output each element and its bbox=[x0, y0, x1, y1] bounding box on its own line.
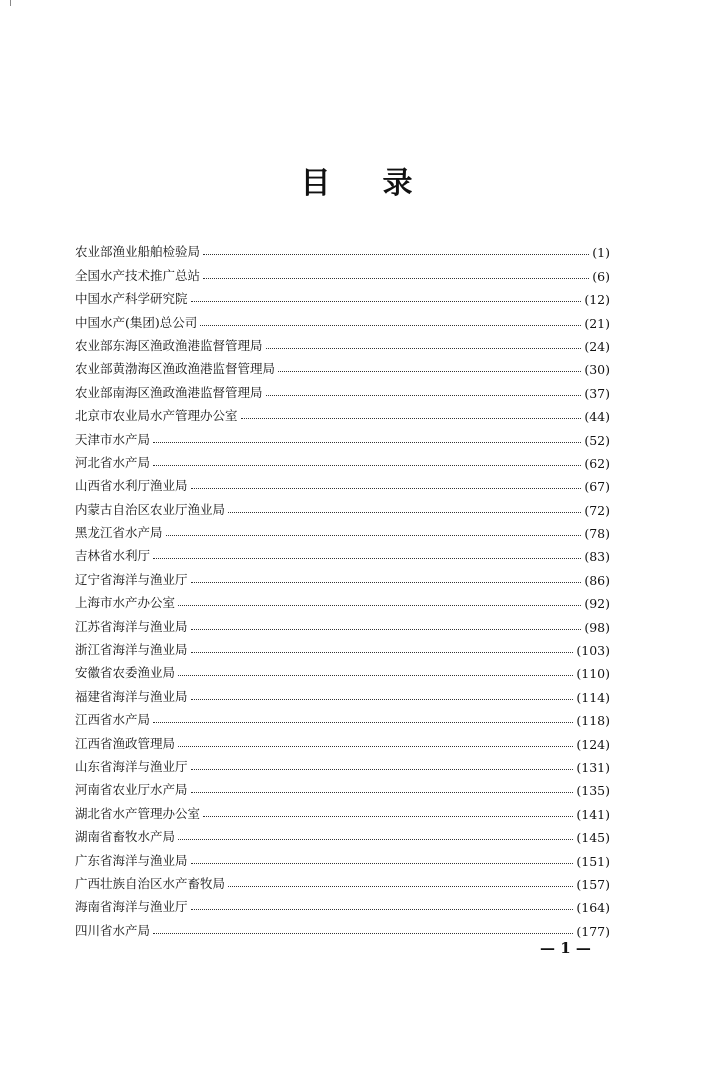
toc-entry-label: 天津市水产局 bbox=[75, 431, 151, 447]
toc-entry-label: 江西省渔政管理局 bbox=[75, 735, 176, 751]
toc-entry bbox=[75, 705, 610, 728]
toc-leader-dots bbox=[153, 441, 581, 443]
toc-entry-page: (131) bbox=[576, 759, 610, 775]
toc-entry-page: (6) bbox=[592, 268, 610, 284]
toc-leader-dots bbox=[278, 370, 581, 372]
toc-entry-label: 四川省水产局 bbox=[75, 922, 151, 938]
toc-entry-page: (12) bbox=[584, 292, 610, 308]
toc-leader-dots bbox=[203, 815, 573, 817]
toc-leader-dots bbox=[203, 253, 589, 255]
toc-entry bbox=[75, 892, 610, 915]
toc-leader-dots bbox=[153, 932, 573, 934]
toc-entry-page: (141) bbox=[576, 806, 610, 822]
toc-leader-dots bbox=[191, 581, 582, 583]
toc-entry bbox=[75, 448, 610, 471]
toc-entry-label: 湖南省畜牧水产局 bbox=[75, 829, 176, 845]
toc-entry-page: (78) bbox=[584, 526, 610, 542]
toc-entry-label: 内蒙古自治区农业厅渔业局 bbox=[75, 501, 226, 517]
toc-entry-label: 农业部黄渤海区渔政渔港监督管理局 bbox=[75, 361, 276, 377]
toc-entry-page: (52) bbox=[584, 432, 610, 448]
toc-entry-label: 中国水产科学研究院 bbox=[75, 291, 188, 307]
toc-entry-label: 广西壮族自治区水产畜牧局 bbox=[75, 875, 226, 891]
toc-leader-dots bbox=[178, 604, 581, 606]
toc-entry-label: 吉林省水利厅 bbox=[75, 548, 151, 564]
toc-entry-page: (177) bbox=[576, 923, 610, 939]
toc-entry-label: 辽宁省海洋与渔业厅 bbox=[75, 571, 188, 587]
toc-entry-label: 山西省水利厅渔业局 bbox=[75, 478, 188, 494]
toc-entry-page: (62) bbox=[584, 455, 610, 471]
toc-entry-page: (124) bbox=[576, 736, 610, 752]
title-char-1: 目 bbox=[300, 166, 331, 201]
toc-entry bbox=[75, 307, 610, 330]
toc-entry bbox=[75, 331, 610, 354]
toc-entry bbox=[75, 681, 610, 704]
toc-entry-page: (145) bbox=[576, 830, 610, 846]
toc-leader-dots bbox=[153, 464, 581, 466]
toc-entry bbox=[75, 588, 610, 611]
toc-entry-label: 上海市水产办公室 bbox=[75, 595, 176, 611]
toc-entry bbox=[75, 752, 610, 775]
toc-entry-label: 安徽省农委渔业局 bbox=[75, 665, 176, 681]
toc-leader-dots bbox=[228, 511, 581, 513]
toc-entry-page: (21) bbox=[584, 315, 610, 331]
toc-leader-dots bbox=[178, 674, 573, 676]
toc-leader-dots bbox=[191, 908, 574, 910]
toc-entry-page: (114) bbox=[576, 689, 610, 705]
toc-entry bbox=[75, 915, 610, 938]
toc-entry-label: 山东省海洋与渔业厅 bbox=[75, 758, 188, 774]
toc-entry-page: (83) bbox=[584, 549, 610, 565]
toc-leader-dots bbox=[191, 628, 582, 630]
toc-entry-label: 广东省海洋与渔业局 bbox=[75, 852, 188, 868]
toc-entry-page: (44) bbox=[584, 409, 610, 425]
toc-entry-label: 中国水产(集团)总公司 bbox=[75, 314, 198, 330]
toc-entry bbox=[75, 237, 610, 260]
toc-entry-page: (30) bbox=[584, 362, 610, 378]
toc-entry bbox=[75, 564, 610, 587]
toc-entry bbox=[75, 541, 610, 564]
toc-entry-label: 农业部南海区渔政渔港监督管理局 bbox=[75, 384, 263, 400]
toc-entry bbox=[75, 518, 610, 541]
toc-entry-page: (151) bbox=[576, 853, 610, 869]
toc-entry-label: 农业部东海区渔政渔港监督管理局 bbox=[75, 337, 263, 353]
toc-leader-dots bbox=[166, 534, 582, 536]
toc-entry-label: 湖北省水产管理办公室 bbox=[75, 805, 201, 821]
toc-entry-page: (103) bbox=[576, 643, 610, 659]
toc-leader-dots bbox=[191, 300, 582, 302]
toc-entry bbox=[75, 635, 610, 658]
toc-leader-dots bbox=[178, 838, 573, 840]
toc-entry-label: 浙江省海洋与渔业局 bbox=[75, 642, 188, 658]
toc-entry-label: 河南省农业厅水产局 bbox=[75, 782, 188, 798]
toc-entry-label: 北京市农业局水产管理办公室 bbox=[75, 408, 238, 424]
toc-leader-dots bbox=[178, 745, 573, 747]
toc-entry bbox=[75, 611, 610, 634]
toc-entry bbox=[75, 494, 610, 517]
toc-leader-dots bbox=[191, 862, 574, 864]
toc-entry-page: (72) bbox=[584, 502, 610, 518]
toc-entry bbox=[75, 401, 610, 424]
toc-entry-page: (86) bbox=[584, 572, 610, 588]
toc-entry bbox=[75, 845, 610, 868]
toc-entry bbox=[75, 869, 610, 892]
toc-entry-page: (164) bbox=[576, 900, 610, 916]
toc-entry bbox=[75, 260, 610, 283]
toc-leader-dots bbox=[191, 791, 574, 793]
toc-entry-page: (37) bbox=[584, 385, 610, 401]
toc-leader-dots bbox=[191, 698, 574, 700]
toc-entry-label: 黑龙江省水产局 bbox=[75, 525, 163, 541]
toc-leader-dots bbox=[203, 277, 589, 279]
toc-entry bbox=[75, 658, 610, 681]
scan-mark bbox=[10, 0, 11, 6]
toc-entry-label: 江苏省海洋与渔业局 bbox=[75, 618, 188, 634]
page-title bbox=[0, 158, 713, 202]
toc-entry-label: 全国水产技术推广总站 bbox=[75, 267, 201, 283]
toc-leader-dots bbox=[228, 885, 573, 887]
toc-entry-page: (135) bbox=[576, 783, 610, 799]
toc-entry bbox=[75, 424, 610, 447]
toc-entry-label: 福建省海洋与渔业局 bbox=[75, 688, 188, 704]
toc-entry-label: 江西省水产局 bbox=[75, 712, 151, 728]
toc-entry bbox=[75, 798, 610, 821]
toc-entry bbox=[75, 822, 610, 845]
toc-entry-label: 海南省海洋与渔业厅 bbox=[75, 899, 188, 915]
toc-leader-dots bbox=[191, 768, 574, 770]
toc-entry-page: (98) bbox=[584, 619, 610, 635]
toc-entry bbox=[75, 728, 610, 751]
toc-leader-dots bbox=[191, 487, 582, 489]
toc-entry-page: (110) bbox=[576, 666, 610, 682]
toc-entry-page: (92) bbox=[584, 596, 610, 612]
toc-leader-dots bbox=[266, 347, 582, 349]
toc-entry bbox=[75, 775, 610, 798]
toc-entry-label: 河北省水产局 bbox=[75, 454, 151, 470]
toc-leader-dots bbox=[153, 557, 581, 559]
toc-leader-dots bbox=[200, 324, 581, 326]
page-number: — 1 — bbox=[540, 939, 591, 957]
toc-entry bbox=[75, 377, 610, 400]
toc-entry-page: (1) bbox=[592, 245, 610, 261]
toc-entry-label: 农业部渔业船舶检验局 bbox=[75, 244, 201, 260]
toc-entry-page: (118) bbox=[576, 713, 610, 729]
toc-leader-dots bbox=[241, 417, 582, 419]
toc-entry-page: (157) bbox=[576, 876, 610, 892]
toc-leader-dots bbox=[266, 394, 582, 396]
toc-entry-page: (24) bbox=[584, 338, 610, 354]
toc-entry bbox=[75, 284, 610, 307]
toc-entry bbox=[75, 471, 610, 494]
title-char-2: 录 bbox=[382, 166, 413, 201]
toc-entry bbox=[75, 354, 610, 377]
toc-entry-page: (67) bbox=[584, 479, 610, 495]
toc-leader-dots bbox=[153, 721, 573, 723]
toc-list bbox=[75, 237, 610, 939]
toc-leader-dots bbox=[191, 651, 574, 653]
